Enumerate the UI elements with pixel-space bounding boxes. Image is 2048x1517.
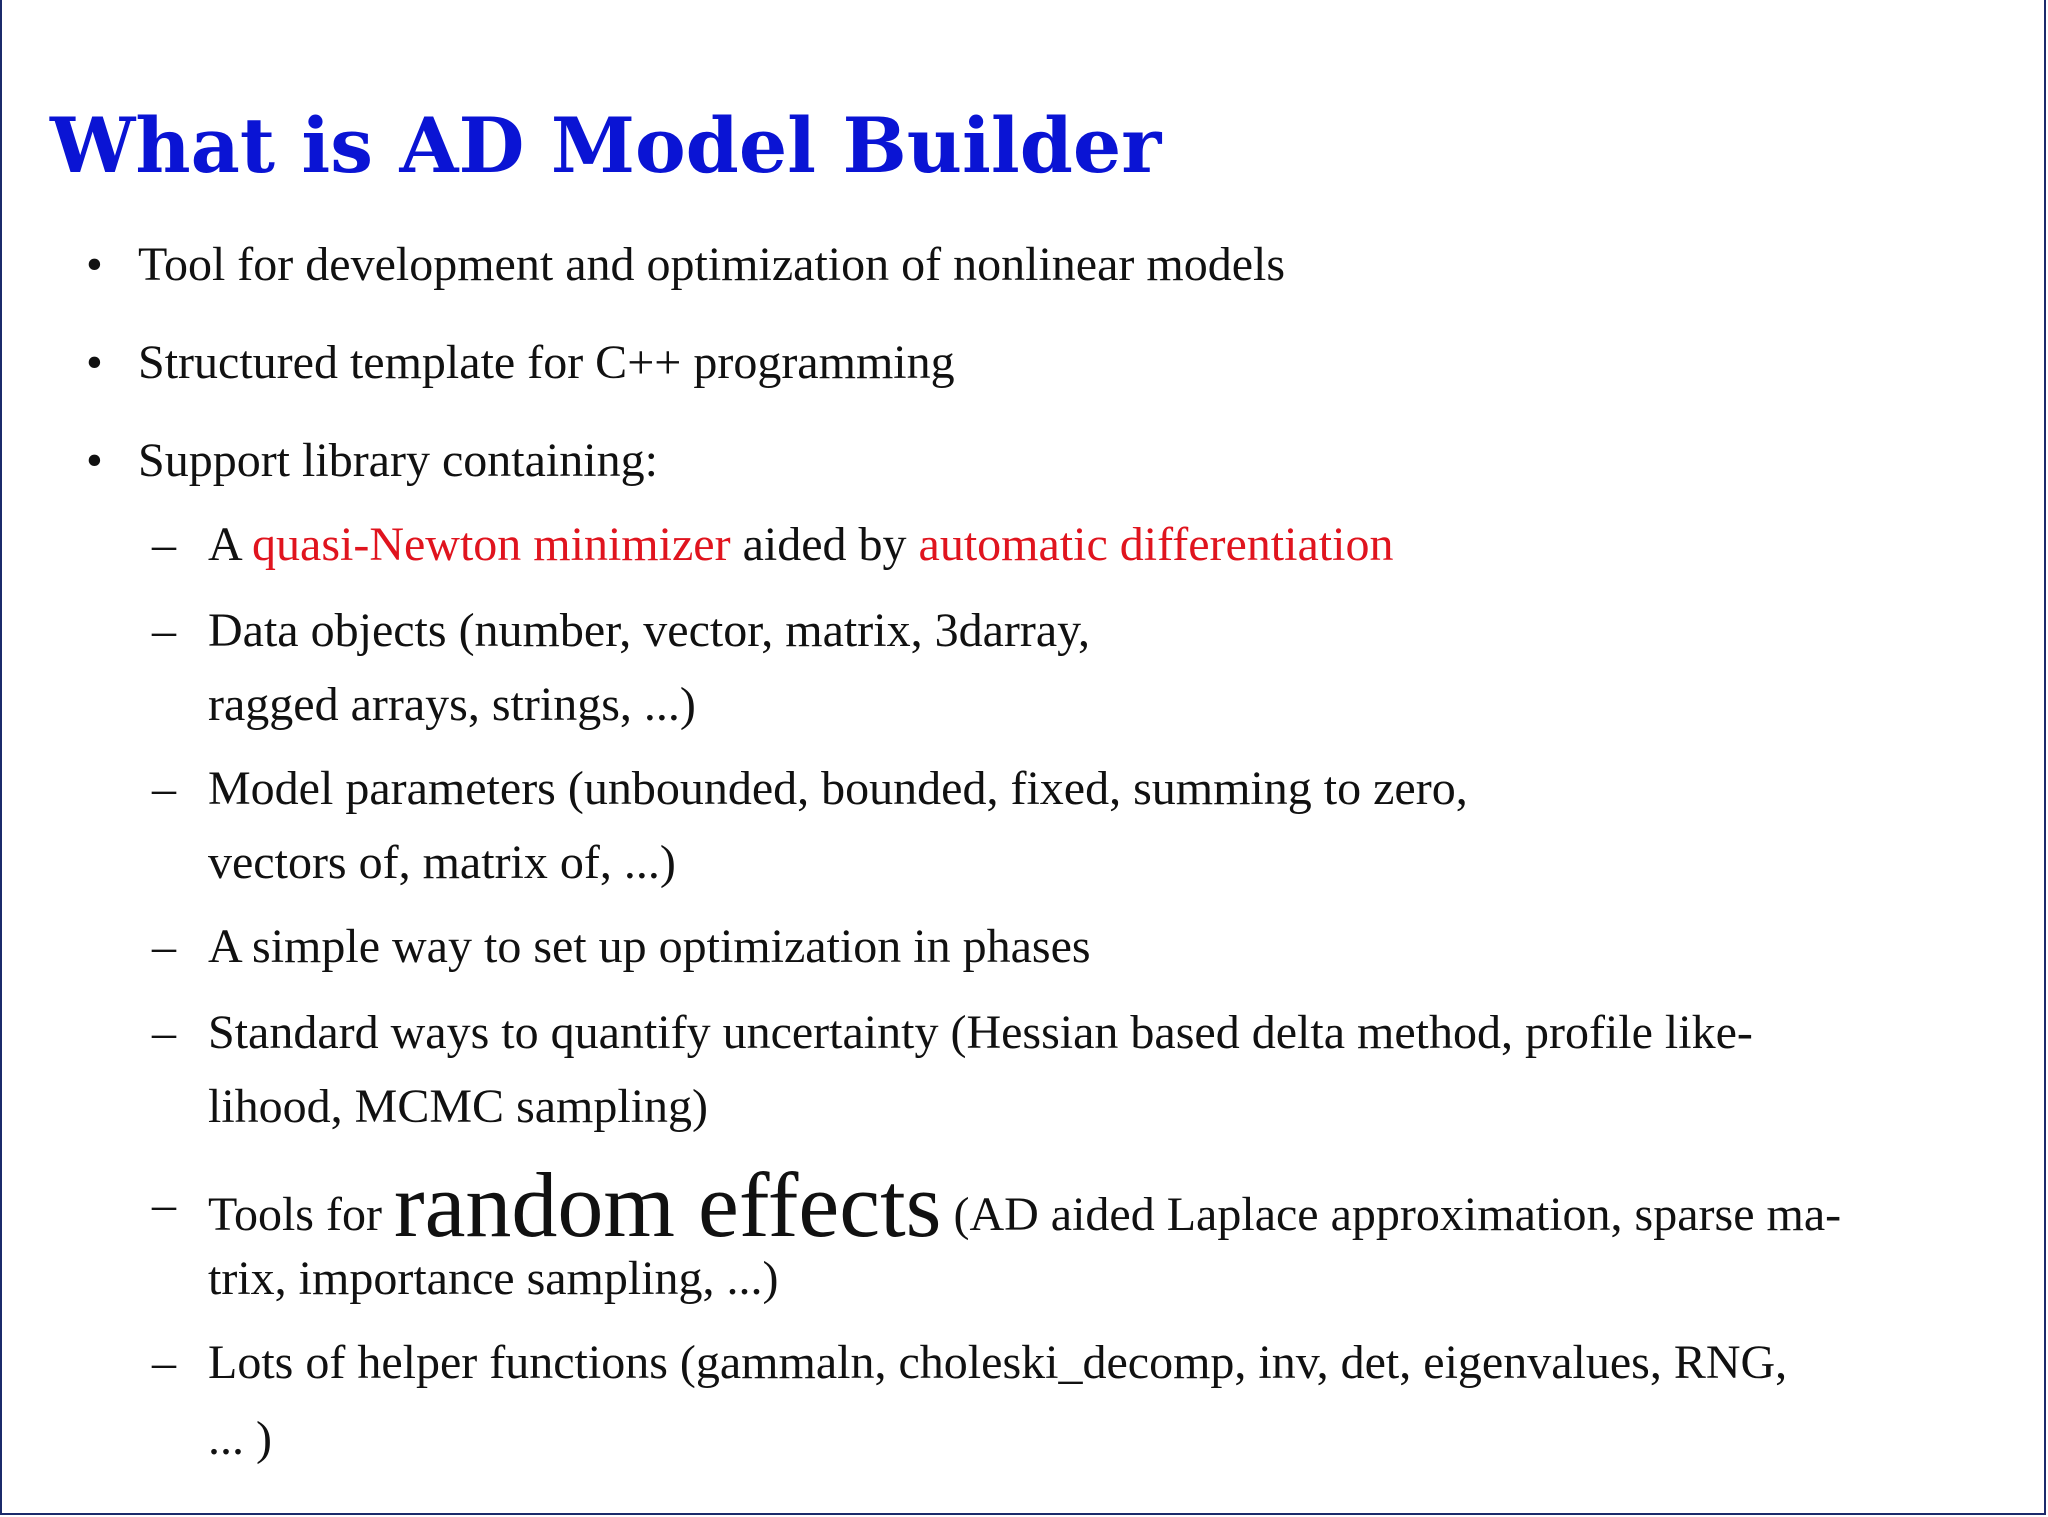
subitem-5-line-1: Standard ways to quantify uncertainty (Hessian based delta method, profile like-	[208, 1006, 1753, 1059]
subitem-marker-3: –	[152, 762, 176, 815]
slide-title: What is AD Model Builder	[50, 101, 1162, 190]
subitem-6-line-2: trix, importance sampling, ...)	[208, 1252, 779, 1305]
bullet-marker-2: •	[86, 336, 103, 389]
bullet-marker-1: •	[86, 238, 103, 291]
bullet-text-2: Structured template for C++ programming	[138, 336, 955, 389]
subitem-marker-6: –	[152, 1178, 176, 1231]
random-effects-emphasis: random effects	[393, 1154, 942, 1256]
subitem-6-line-1	[208, 1154, 1842, 1256]
subitem-6-pre: Tools for	[208, 1188, 394, 1241]
subitem-1-a: A	[208, 518, 253, 571]
subitem-5-line-2: lihood, MCMC sampling)	[208, 1080, 709, 1133]
subitem-4-line-1: A simple way to set up optimization in phases	[208, 920, 1091, 973]
bullet-text-3: Support library containing:	[138, 434, 658, 487]
subitem-1	[208, 516, 1393, 574]
subitem-marker-4: –	[152, 920, 176, 973]
subitem-2-line-1: Data objects (number, vector, matrix, 3darray,	[208, 604, 1091, 657]
subitem-3-line-1: Model parameters (unbounded, bounded, fixed, summing to zero,	[208, 762, 1468, 815]
subitem-6-post: (AD aided Laplace approximation, sparse ma-	[941, 1188, 1842, 1241]
subitem-1-c: aided by	[730, 518, 919, 571]
highlight-automatic-differentiation: automatic differentiation	[918, 518, 1394, 571]
subitem-2-line-2: ragged arrays, strings, ...)	[208, 678, 696, 731]
subitem-7-line-2: ... )	[208, 1412, 272, 1465]
bullet-marker-3: •	[86, 434, 103, 487]
bullet-text-1: Tool for development and optimization of nonlinear models	[138, 238, 1286, 291]
subitem-marker-1: –	[152, 518, 176, 571]
highlight-quasi-newton: quasi-Newton minimizer	[252, 518, 731, 571]
subitem-marker-2: –	[152, 604, 176, 657]
subitem-marker-5: –	[152, 1006, 176, 1059]
subitem-7-line-1: Lots of helper functions (gammaln, choleski_decomp, inv, det, eigenvalues, RNG,	[208, 1336, 1788, 1389]
subitem-marker-7: –	[152, 1336, 176, 1389]
subitem-3-line-2: vectors of, matrix of, ...)	[208, 836, 676, 889]
